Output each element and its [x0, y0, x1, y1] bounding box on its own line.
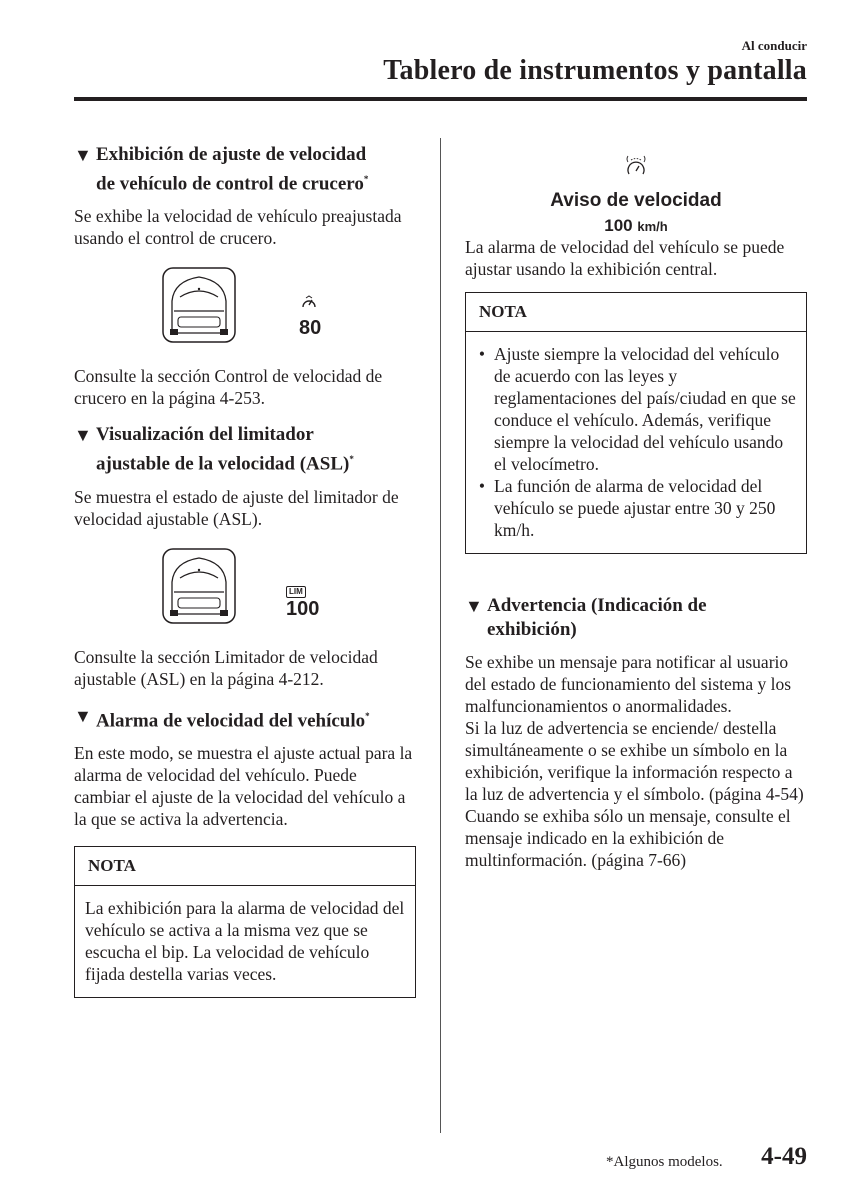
note-title: NOTA — [466, 293, 806, 332]
speed-warning-value — [465, 216, 807, 236]
car-rear-icon — [162, 267, 236, 343]
page-title: Tablero de instrumentos y pantalla — [383, 55, 807, 86]
note-bullet — [470, 475, 796, 541]
note-bullet-text: La función de alarma de velocidad del vehículo se puede ajustar entre 30 y 250 km/h. — [494, 476, 776, 540]
car-rear-icon — [162, 548, 236, 624]
triangle-bullet-icon: ▼ — [74, 145, 92, 165]
speed-warning-title: Aviso de velocidad — [550, 190, 722, 211]
left-column — [74, 143, 416, 998]
page-number: 4-49 — [761, 1143, 807, 1170]
triangle-bullet-icon: ▼ — [465, 596, 483, 616]
header-rule — [74, 97, 807, 101]
note-bullet — [470, 343, 796, 475]
note-bullet-text: Ajuste siempre la velocidad del vehículo de acuerdo con las leyes y reglamentaciones del país/ciudad en que se conduce el vehículo. Además, verifique siempre la velocidad del vehículo usando el velocímetro. — [494, 344, 796, 474]
footnote: *Algunos modelos. — [606, 1154, 723, 1170]
bullet-dot: • — [478, 476, 486, 496]
note-box — [465, 292, 807, 554]
heading-line: Exhibición de ajuste de velocidad — [96, 144, 367, 165]
body-text: En este modo, se muestra el ajuste actual para la alarma de velocidad del vehículo. Puede cambiar el ajuste de la velocidad del vehículo a la que se activa la advertencia. — [74, 742, 413, 829]
model-asterisk: * — [363, 174, 369, 184]
triangle-bullet-icon: ▼ — [74, 705, 92, 726]
section-heading-warning — [465, 594, 807, 642]
note-box — [74, 846, 416, 998]
section-heading-asl — [74, 423, 416, 476]
speed-value: 100 — [604, 216, 633, 235]
speed-unit: km/h — [637, 219, 668, 234]
note-text: La exhibición para la alarma de velocidad del vehículo se activa a la misma vez que se escucha el bip. La velocidad de vehículo fijada destella varias veces. — [85, 897, 405, 984]
asl-set-speed: 100 — [286, 597, 320, 620]
body-text: Si la luz de advertencia se enciende/ destella simultáneamente o se exhibe un símbolo en la exhibición, verifique la información respecto a la luz de advertencia y el símbolo. (página 4-54) — [465, 718, 804, 804]
bullet-dot: • — [478, 344, 486, 364]
model-asterisk: * — [349, 454, 354, 465]
speed-warning-icon — [624, 155, 648, 179]
body-text: Cuando se exhiba sólo un mensaje, consulte el mensaje indicado en la exhibición de multinformación. (página 7-66) — [465, 806, 791, 870]
body-text: Se exhibe la velocidad de vehículo preajustada usando el control de crucero. — [74, 206, 402, 249]
note-list — [466, 332, 806, 553]
lim-badge: LIM — [286, 586, 306, 598]
column-divider — [440, 138, 441, 1133]
reference-text: Consulte la sección Limitador de velocidad ajustable (ASL) en la página 4-212. — [74, 646, 378, 689]
triangle-bullet-icon: ▼ — [74, 425, 92, 446]
model-asterisk: * — [365, 710, 370, 721]
cruise-speedometer-icon — [301, 295, 317, 311]
section-heading-speed-alarm — [74, 704, 416, 733]
speed-warning-icon-wrap — [465, 155, 807, 184]
right-column — [465, 143, 807, 871]
heading-line: Alarma de velocidad del vehículo — [96, 709, 366, 731]
body-text: Se exhibe un mensaje para notificar al usuario del estado de funcionamiento del sistema y los malfuncionamientos o anormalidades. — [465, 652, 792, 716]
heading-line: ajustable de la velocidad (ASL) — [96, 453, 350, 475]
section-heading-cruise — [74, 143, 416, 196]
cruise-set-speed: 80 — [299, 317, 322, 340]
cruise-display-figure — [74, 267, 416, 353]
asl-display-figure — [74, 548, 416, 634]
heading-line: Advertencia (Indicación de — [487, 595, 707, 616]
body-text: La alarma de velocidad del vehículo se puede ajustar usando la exhibición central. — [465, 237, 785, 279]
note-title: NOTA — [75, 847, 415, 886]
heading-line: exhibición) — [487, 619, 577, 640]
body-text: Se muestra el estado de ajuste del limitador de velocidad ajustable (ASL). — [74, 486, 399, 529]
heading-line: Visualización del limitador — [96, 424, 314, 446]
heading-line: de vehículo de control de crucero — [96, 173, 364, 195]
reference-text: Consulte la sección Control de velocidad de crucero en la página 4-253. — [74, 366, 383, 409]
header-section-label: Al conducir — [741, 38, 807, 53]
